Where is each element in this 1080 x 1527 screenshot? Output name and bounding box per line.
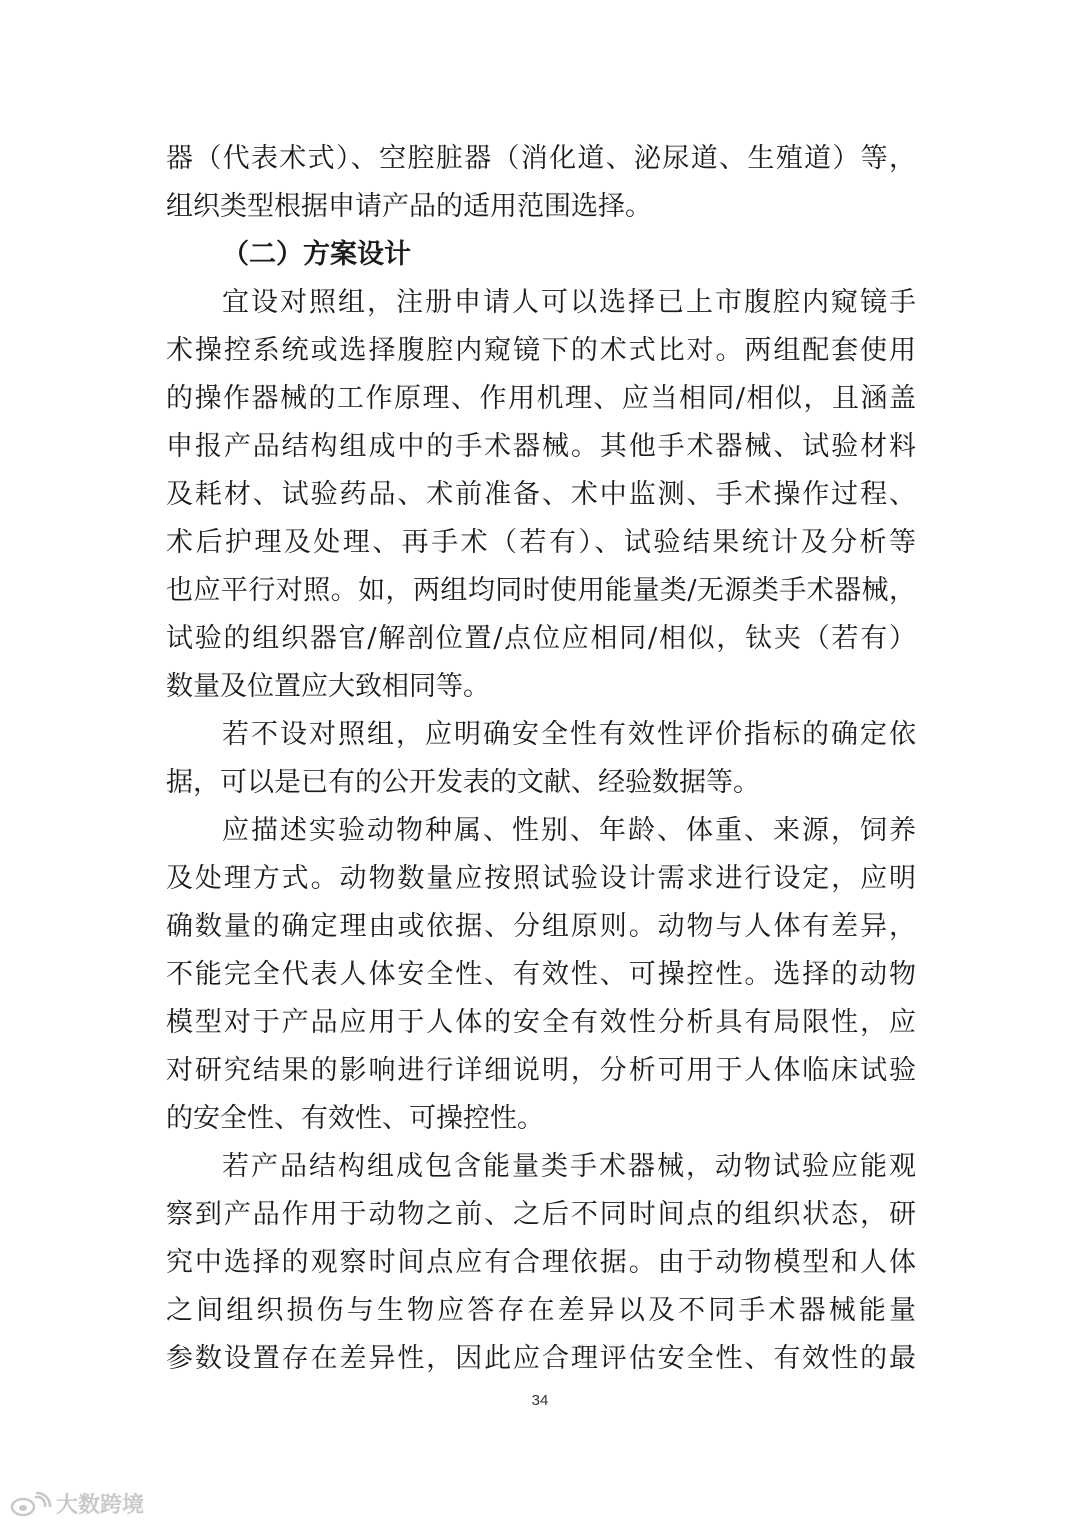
text-line: 申报产品结构组成中的手术器械。其他手术器械、试验材料 xyxy=(166,431,916,462)
section-heading: （二）方案设计 xyxy=(222,239,411,270)
text-line: 若产品结构组成包含能量类手术器械，动物试验应能观 xyxy=(222,1151,916,1182)
text-line: 究中选择的观察时间点应有合理依据。由于动物模型和人体 xyxy=(166,1247,916,1278)
text-line: 若不设对照组，应明确安全性有效性评价指标的确定依 xyxy=(222,719,916,750)
text-line: 的操作器械的工作原理、作用机理、应当相同/相似，且涵盖 xyxy=(166,383,916,414)
text-line: 之间组织损伤与生物应答存在差异以及不同手术器械能量 xyxy=(166,1295,916,1326)
text-line: 宜设对照组，注册申请人可以选择已上市腹腔内窥镜手 xyxy=(222,287,916,318)
text-line: 察到产品作用于动物之前、之后不同时间点的组织状态，研 xyxy=(166,1199,916,1230)
text-line: 模型对于产品应用于人体的安全有效性分析具有局限性，应 xyxy=(166,1007,916,1038)
text-line: 应描述实验动物种属、性别、年龄、体重、来源，饲养 xyxy=(222,815,916,846)
text-line: 的安全性、有效性、可操控性。 xyxy=(166,1103,544,1134)
text-line: 不能完全代表人体安全性、有效性、可操控性。选择的动物 xyxy=(166,959,916,990)
text-line: 术操控系统或选择腹腔内窥镜下的术式比对。两组配套使用 xyxy=(166,335,916,366)
text-line: 数量及位置应大致相同等。 xyxy=(166,671,490,702)
watermark-text: 大数跨境 xyxy=(56,1493,145,1518)
text-line: 据，可以是已有的公开发表的文献、经验数据等。 xyxy=(166,767,760,798)
watermark xyxy=(10,1488,144,1519)
weibo-logo-icon xyxy=(10,1491,52,1517)
text-line: 也应平行对照。如，两组均同时使用能量类/无源类手术器械， xyxy=(166,575,916,606)
text-line: 器（代表术式）、空腔脏器（消化道、泌尿道、生殖道）等， xyxy=(166,143,916,174)
text-line: 对研究结果的影响进行详细说明，分析可用于人体临床试验 xyxy=(166,1055,916,1086)
text-line: 及耗材、试验药品、术前准备、术中监测、手术操作过程、 xyxy=(166,479,916,510)
text-line: 试验的组织器官/解剖位置/点位应相同/相似，钛夹（若有） xyxy=(166,623,916,654)
text-line: 组织类型根据申请产品的适用范围选择。 xyxy=(166,191,652,222)
text-line: 术后护理及处理、再手术（若有）、试验结果统计及分析等 xyxy=(166,527,916,558)
page-number: 34 xyxy=(531,1392,549,1409)
text-line: 及处理方式。动物数量应按照试验设计需求进行设定，应明 xyxy=(166,863,916,894)
text-line: 参数设置存在差异性，因此应合理评估安全性、有效性的最 xyxy=(166,1343,916,1374)
text-line: 确数量的确定理由或依据、分组原则。动物与人体有差异， xyxy=(166,911,916,942)
